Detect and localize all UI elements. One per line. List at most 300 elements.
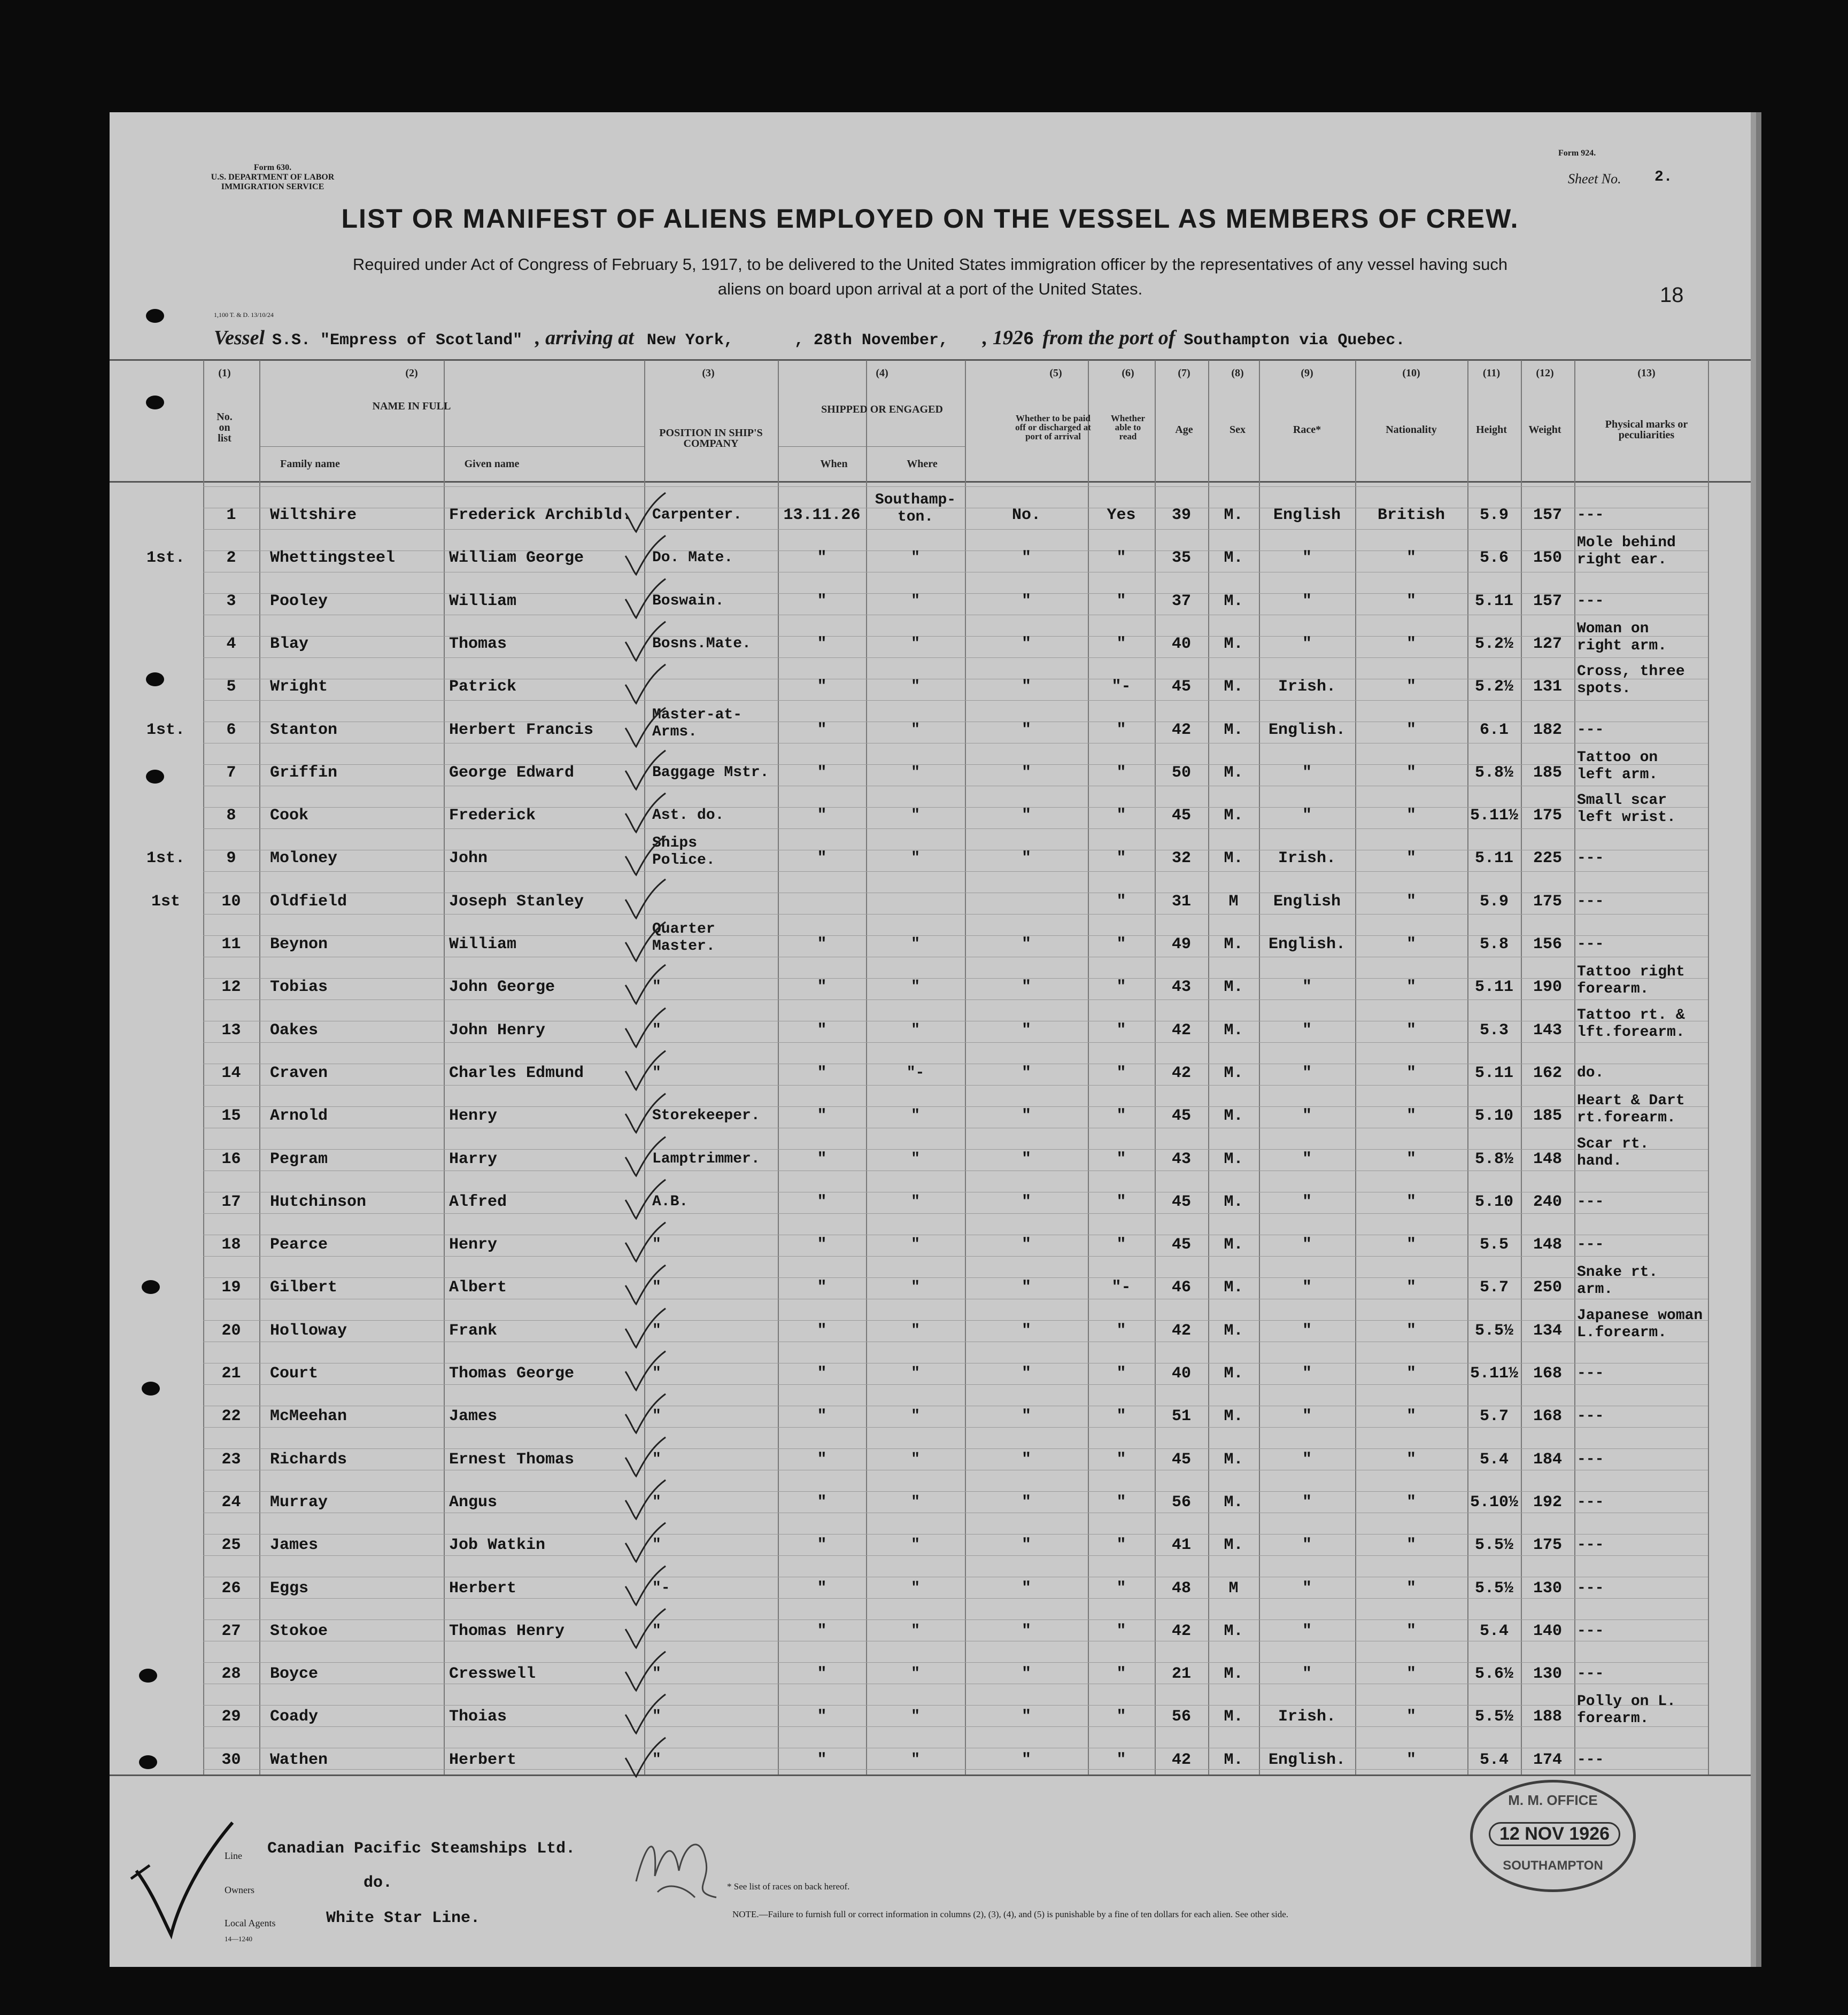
handwritten-v-mark	[120, 1812, 243, 1946]
cell-age: 48	[1171, 1579, 1191, 1598]
cell-sex: M.	[1224, 1021, 1243, 1040]
cell-weight: 175	[1533, 1536, 1562, 1555]
cell-height: 5.9	[1479, 506, 1509, 524]
cell-when: "	[817, 1278, 827, 1297]
cell-family: Craven	[270, 1064, 328, 1082]
footer-line-label: Line	[225, 1850, 242, 1861]
cell-family: Arnold	[270, 1107, 328, 1126]
department-name: U.S. DEPARTMENT OF LABOR	[211, 173, 335, 182]
cell-nat: "	[1406, 1365, 1416, 1383]
cell-sex: M	[1228, 892, 1239, 911]
cell-given: Herbert Francis	[449, 720, 594, 739]
cell-when: "	[817, 978, 827, 997]
ruled-line	[203, 1769, 1708, 1770]
cell-sex: M.	[1224, 1407, 1243, 1426]
cell-race: English	[1273, 892, 1341, 911]
col-header-age: Age	[1175, 424, 1193, 436]
cell-marks: Heart & Dart rt.forearm.	[1577, 1092, 1685, 1127]
cell-given: George Edward	[449, 763, 575, 782]
footer-owners-value: do.	[364, 1874, 393, 1892]
cell-no: 6	[226, 720, 236, 739]
cell-nat: "	[1406, 634, 1416, 653]
footer-print-code: 14—1240	[225, 1935, 252, 1943]
cell-no: 27	[221, 1622, 241, 1640]
cell-height: 5.11	[1474, 1064, 1513, 1082]
cell-when: "	[817, 849, 827, 868]
cell-age: 45	[1171, 1236, 1191, 1254]
cell-when: 13.11.26	[783, 506, 861, 524]
cell-when: "	[817, 592, 827, 610]
cell-position: "	[652, 1537, 661, 1554]
cell-marks: ---	[1577, 721, 1604, 738]
cell-weight: 188	[1533, 1708, 1562, 1726]
cell-weight: 190	[1533, 978, 1562, 997]
cell-read: "	[1116, 1708, 1126, 1726]
punch-hole	[146, 770, 164, 784]
footer-agents-value: White Star Line.	[326, 1909, 481, 1927]
cell-height: 5.6½	[1474, 1665, 1513, 1684]
cell-sex: M.	[1224, 849, 1243, 868]
cell-height: 5.10½	[1470, 1493, 1518, 1512]
cell-race: English.	[1268, 720, 1346, 739]
cell-marks: ---	[1577, 850, 1604, 867]
cell-marks: Cross, three spots.	[1577, 663, 1685, 698]
cell-family: Wathen	[270, 1750, 328, 1769]
cell-where: "	[911, 1279, 920, 1296]
cell-position: "	[652, 1493, 661, 1510]
cell-weight: 175	[1533, 892, 1562, 911]
check-mark	[620, 1479, 668, 1522]
cell-race: "	[1302, 763, 1312, 782]
vessel-name: S.S. "Empress of Scotland"	[272, 331, 523, 350]
check-mark	[620, 1136, 668, 1179]
cell-given: Job Watkin	[449, 1536, 546, 1555]
cell-when: "	[817, 1407, 827, 1426]
cell-note: 1st.	[146, 549, 185, 568]
cell-age: 45	[1171, 1450, 1191, 1469]
cell-when: "	[817, 1021, 827, 1040]
cell-height: 5.11	[1474, 849, 1513, 868]
cell-height: 5.5½	[1474, 1708, 1513, 1726]
cell-position: "	[652, 1365, 661, 1382]
cell-read: "	[1116, 1365, 1126, 1383]
cell-no: 19	[221, 1278, 241, 1297]
cell-height: 5.5½	[1474, 1579, 1513, 1598]
cell-nat: "	[1406, 1708, 1416, 1726]
cell-position: "	[652, 1236, 661, 1253]
stamp-date: 12 NOV 1926	[1489, 1822, 1620, 1846]
arrival-date: , 28th November,	[794, 331, 948, 350]
cell-given: Frank	[449, 1321, 498, 1340]
cell-no: 22	[221, 1407, 241, 1426]
cell-when: "	[817, 678, 827, 696]
ruled-line	[203, 1256, 1708, 1257]
cell-read: "	[1116, 1021, 1126, 1040]
cell-position: Quarter Master.	[652, 921, 715, 955]
cell-nat: "	[1406, 678, 1416, 696]
cell-nat: "	[1406, 763, 1416, 782]
cell-nat: "	[1406, 849, 1416, 868]
cell-height: 5.8½	[1474, 1150, 1513, 1168]
cell-where: "	[911, 1451, 920, 1468]
cell-marks: Japanese woman L.forearm.	[1577, 1307, 1703, 1341]
sheet-number: 2.	[1654, 169, 1673, 185]
check-mark	[620, 707, 668, 749]
cell-where: "	[911, 592, 920, 609]
cell-age: 45	[1171, 1192, 1191, 1211]
cell-sex: M.	[1224, 592, 1243, 610]
check-mark	[620, 792, 668, 835]
cell-given: William	[449, 592, 517, 610]
cell-height: 5.10	[1474, 1107, 1513, 1126]
cell-paid: "	[1021, 678, 1031, 696]
punch-hole	[142, 1280, 160, 1294]
cell-when: "	[817, 1064, 827, 1082]
cell-paid: "	[1021, 1450, 1031, 1469]
cell-height: 5.11	[1474, 978, 1513, 997]
col-num-7: (7)	[1178, 367, 1190, 379]
cell-paid: "	[1021, 849, 1031, 868]
cell-given: Herbert	[449, 1579, 517, 1598]
cell-read: "	[1116, 1450, 1126, 1469]
cell-sex: M.	[1224, 1192, 1243, 1211]
cell-sex: M.	[1224, 1365, 1243, 1383]
cell-no: 24	[221, 1493, 241, 1512]
cell-given: Albert	[449, 1278, 507, 1297]
cell-paid: "	[1021, 1321, 1031, 1340]
cell-paid: "	[1021, 1021, 1031, 1040]
cell-given: Charles Edmund	[449, 1064, 584, 1082]
cell-paid: "	[1021, 1665, 1031, 1684]
cell-race: English	[1273, 506, 1341, 524]
cell-sex: M.	[1224, 935, 1243, 954]
cell-position: "	[652, 1751, 661, 1768]
cell-age: 45	[1171, 1107, 1191, 1126]
cell-given: Ernest Thomas	[449, 1450, 575, 1469]
col-header-height: Height	[1476, 424, 1507, 436]
table-top-rule	[110, 359, 1751, 361]
cell-when: "	[817, 1150, 827, 1168]
cell-nat: "	[1406, 1450, 1416, 1469]
cell-height: 5.5½	[1474, 1321, 1513, 1340]
cell-paid: "	[1021, 1407, 1031, 1426]
cell-no: 13	[221, 1021, 241, 1040]
vessel-label: Vessel	[214, 327, 265, 349]
cell-where: "	[911, 1365, 920, 1382]
col-num-10: (10)	[1402, 367, 1420, 379]
cell-when: "	[817, 1622, 827, 1640]
cell-age: 45	[1171, 678, 1191, 696]
cell-where: "-	[906, 1064, 925, 1081]
cell-sex: M.	[1224, 978, 1243, 997]
cell-marks: ---	[1577, 1193, 1604, 1210]
cell-where: "	[911, 1665, 920, 1683]
cell-when: "	[817, 935, 827, 954]
cell-age: 46	[1171, 1278, 1191, 1297]
cell-family: Beynon	[270, 935, 328, 954]
cell-sex: M.	[1224, 678, 1243, 696]
cell-age: 51	[1171, 1407, 1191, 1426]
cell-when: "	[817, 1708, 827, 1726]
check-mark	[620, 534, 668, 577]
cell-race: "	[1302, 1450, 1312, 1469]
cell-sex: M	[1228, 1579, 1239, 1598]
cell-given: Frederick	[449, 807, 536, 825]
cell-family: Cook	[270, 807, 309, 825]
cell-when: "	[817, 1579, 827, 1598]
cell-no: 29	[221, 1708, 241, 1726]
cell-family: Pegram	[270, 1150, 328, 1168]
cell-paid: "	[1021, 807, 1031, 825]
cell-race: "	[1302, 1579, 1312, 1598]
cell-marks: Tattoo rt. & lft.forearm.	[1577, 1006, 1685, 1041]
col-num-12: (12)	[1536, 367, 1554, 379]
cell-no: 14	[221, 1064, 241, 1082]
ruled-line	[203, 486, 1708, 487]
check-mark	[620, 749, 668, 792]
cell-no: 12	[221, 978, 241, 997]
cell-given: Thomas	[449, 634, 507, 653]
subtitle-line-2: aliens on board upon arrival at a port of the United States.	[717, 280, 1143, 298]
cell-nat: "	[1406, 1750, 1416, 1769]
cell-when: "	[817, 807, 827, 825]
cell-weight: 185	[1533, 1107, 1562, 1126]
cell-race: English.	[1268, 1750, 1346, 1769]
cell-position: Carpenter.	[652, 507, 743, 523]
footer-races-note: * See list of races on back hereof.	[727, 1881, 850, 1892]
cell-paid: "	[1021, 1493, 1031, 1512]
cell-given: Alfred	[449, 1192, 507, 1211]
cell-position: "	[652, 979, 661, 996]
ruled-line	[203, 1213, 1708, 1214]
cell-where: "	[911, 936, 920, 952]
cell-given: Frederick Archibld.	[449, 506, 632, 524]
cell-height: 5.4	[1479, 1450, 1509, 1469]
cell-when: "	[817, 763, 827, 782]
cell-sex: M.	[1224, 1622, 1243, 1640]
cell-where: "	[911, 635, 920, 652]
cell-no: 1	[226, 506, 236, 524]
col-header-no: No. on list	[216, 411, 233, 444]
cell-no: 9	[226, 849, 236, 868]
cell-nat: "	[1406, 1150, 1416, 1168]
ruled-line	[203, 1619, 1708, 1620]
cell-age: 37	[1171, 592, 1191, 610]
cell-sex: M.	[1224, 1708, 1243, 1726]
cell-no: 2	[226, 549, 236, 568]
cell-position: Lamptrimmer.	[652, 1150, 760, 1167]
from-port: Southampton via Quebec.	[1184, 331, 1405, 350]
year-digit: 6	[1023, 330, 1034, 350]
cell-paid: "	[1021, 720, 1031, 739]
cell-read: Yes	[1107, 506, 1136, 524]
stamp-bottom-text: SOUTHAMPTON	[1503, 1858, 1603, 1873]
cell-nat: "	[1406, 978, 1416, 997]
cell-position: A.B.	[652, 1193, 689, 1210]
cell-given: John	[449, 849, 488, 868]
cell-weight: 168	[1533, 1365, 1562, 1383]
check-mark	[620, 1050, 668, 1092]
cell-position: "	[652, 1665, 661, 1683]
cell-sex: M.	[1224, 720, 1243, 739]
cell-where: "	[911, 979, 920, 996]
col-header-given: Given name	[464, 458, 520, 470]
cell-weight: 250	[1533, 1278, 1562, 1297]
cell-nat: "	[1406, 1665, 1416, 1684]
cell-where: "	[911, 1537, 920, 1554]
cell-family: Pooley	[270, 592, 328, 610]
cell-read: "	[1116, 892, 1126, 911]
cell-marks: do.	[1577, 1064, 1604, 1081]
punch-hole	[146, 396, 164, 409]
cell-sex: M.	[1224, 1450, 1243, 1469]
cell-race: "	[1302, 1107, 1312, 1126]
cell-sex: M.	[1224, 1064, 1243, 1082]
cell-weight: 143	[1533, 1021, 1562, 1040]
check-mark	[620, 621, 668, 663]
cell-nat: "	[1406, 1236, 1416, 1254]
cell-nat: "	[1406, 1192, 1416, 1211]
cell-marks: ---	[1577, 893, 1604, 910]
cell-where: "	[911, 850, 920, 867]
cell-marks: ---	[1577, 936, 1604, 952]
cell-given: Joseph Stanley	[449, 892, 584, 911]
col-num-11: (11)	[1482, 367, 1501, 379]
cell-marks: Mole behind right ear.	[1577, 534, 1676, 569]
check-mark	[620, 1350, 668, 1393]
cell-read: "	[1116, 592, 1126, 610]
stamp-top-text: M. M. OFFICE	[1508, 1792, 1598, 1808]
cell-age: 41	[1171, 1536, 1191, 1555]
manifest-sheet	[110, 112, 1751, 1967]
cell-sex: M.	[1224, 763, 1243, 782]
subheader-rule	[778, 446, 965, 447]
col-num-5: (5)	[1049, 367, 1062, 379]
cell-height: 5.8	[1479, 935, 1509, 954]
cell-no: 5	[226, 678, 236, 696]
cell-sex: M.	[1224, 1107, 1243, 1126]
vessel-line	[214, 326, 1405, 350]
cell-nat: "	[1406, 1622, 1416, 1640]
cell-sex: M.	[1224, 1321, 1243, 1340]
cell-no: 23	[221, 1450, 241, 1469]
cell-weight: 157	[1533, 506, 1562, 524]
cell-age: 43	[1171, 1150, 1191, 1168]
cell-age: 42	[1171, 1021, 1191, 1040]
cell-age: 42	[1171, 1321, 1191, 1340]
cell-race: "	[1302, 1021, 1312, 1040]
cell-sex: M.	[1224, 1493, 1243, 1512]
cell-marks: ---	[1577, 592, 1604, 609]
cell-read: "	[1116, 1579, 1126, 1598]
cell-age: 49	[1171, 935, 1191, 954]
cell-sex: M.	[1224, 634, 1243, 653]
cell-paid: "	[1021, 1278, 1031, 1297]
check-mark	[620, 964, 668, 1006]
cell-read: "	[1116, 549, 1126, 568]
cell-weight: 185	[1533, 763, 1562, 782]
ruled-line	[203, 529, 1708, 530]
cell-read: "	[1116, 1107, 1126, 1126]
ruled-line	[203, 1491, 1708, 1492]
check-mark	[620, 1092, 668, 1135]
cell-paid: "	[1021, 1107, 1031, 1126]
cell-no: 7	[226, 763, 236, 782]
cell-height: 6.1	[1479, 720, 1509, 739]
cell-given: James	[449, 1407, 498, 1426]
check-mark	[620, 1693, 668, 1736]
form-number-right: Form 924.	[1558, 149, 1596, 158]
cell-sex: M.	[1224, 1278, 1243, 1297]
cell-weight: 162	[1533, 1064, 1562, 1082]
cell-paid: "	[1021, 592, 1031, 610]
subheader-rule	[259, 446, 644, 447]
cell-age: 56	[1171, 1708, 1191, 1726]
cell-family: Whettingsteel	[270, 549, 396, 568]
cell-read: "	[1116, 1622, 1126, 1640]
col-header-position: POSITION IN SHIP'S COMPANY	[659, 427, 763, 449]
col-header-nationality: Nationality	[1386, 424, 1437, 436]
footer-owners-label: Owners	[225, 1885, 254, 1895]
cell-race: "	[1302, 807, 1312, 825]
cell-where: "	[911, 1493, 920, 1510]
cell-read: "	[1116, 1665, 1126, 1684]
cell-paid: "	[1021, 978, 1031, 997]
cell-where: "	[911, 1408, 920, 1425]
cell-position: "	[652, 1408, 661, 1425]
page-title: LIST OR MANIFEST OF ALIENS EMPLOYED ON THE VESSEL AS MEMBERS OF CREW.	[341, 204, 1519, 234]
cell-age: 45	[1171, 807, 1191, 825]
cell-position: Baggage Mstr.	[652, 764, 769, 781]
cell-when: "	[817, 1665, 827, 1684]
cell-race: "	[1302, 1622, 1312, 1640]
cell-weight: 130	[1533, 1665, 1562, 1684]
cell-weight: 184	[1533, 1450, 1562, 1469]
cell-no: 30	[221, 1750, 241, 1769]
cell-read: "-	[1111, 1278, 1131, 1297]
signature-scribble	[625, 1817, 732, 1908]
cell-weight: 148	[1533, 1150, 1562, 1168]
cell-marks: ---	[1577, 1493, 1604, 1510]
cell-marks: ---	[1577, 1665, 1604, 1683]
check-mark	[620, 1264, 668, 1307]
cell-weight: 156	[1533, 935, 1562, 954]
ruled-line	[203, 1277, 1708, 1278]
cell-note: 1st	[151, 892, 180, 911]
cell-paid: "	[1021, 549, 1031, 568]
ruled-line	[203, 1149, 1708, 1150]
cell-paid: "	[1021, 1150, 1031, 1168]
punch-hole	[139, 1669, 157, 1683]
cell-position: Boswain.	[652, 592, 724, 609]
cell-given: Harry	[449, 1150, 498, 1168]
footer-line-value: Canadian Pacific Steamships Ltd.	[267, 1840, 576, 1858]
cell-height: 5.11½	[1470, 1365, 1518, 1383]
col-header-weight: Weight	[1528, 424, 1561, 436]
cell-nat: "	[1406, 1064, 1416, 1082]
cell-when: "	[817, 1321, 827, 1340]
check-mark	[620, 1650, 668, 1693]
cell-where: "	[911, 1322, 920, 1339]
cell-given: Thoias	[449, 1708, 507, 1726]
ruled-line	[203, 1427, 1708, 1428]
cell-family: Murray	[270, 1493, 328, 1512]
cell-weight: 130	[1533, 1579, 1562, 1598]
cell-race: Irish.	[1278, 1708, 1336, 1726]
cell-nat: "	[1406, 1407, 1416, 1426]
cell-weight: 168	[1533, 1407, 1562, 1426]
cell-read: "	[1116, 1321, 1126, 1340]
